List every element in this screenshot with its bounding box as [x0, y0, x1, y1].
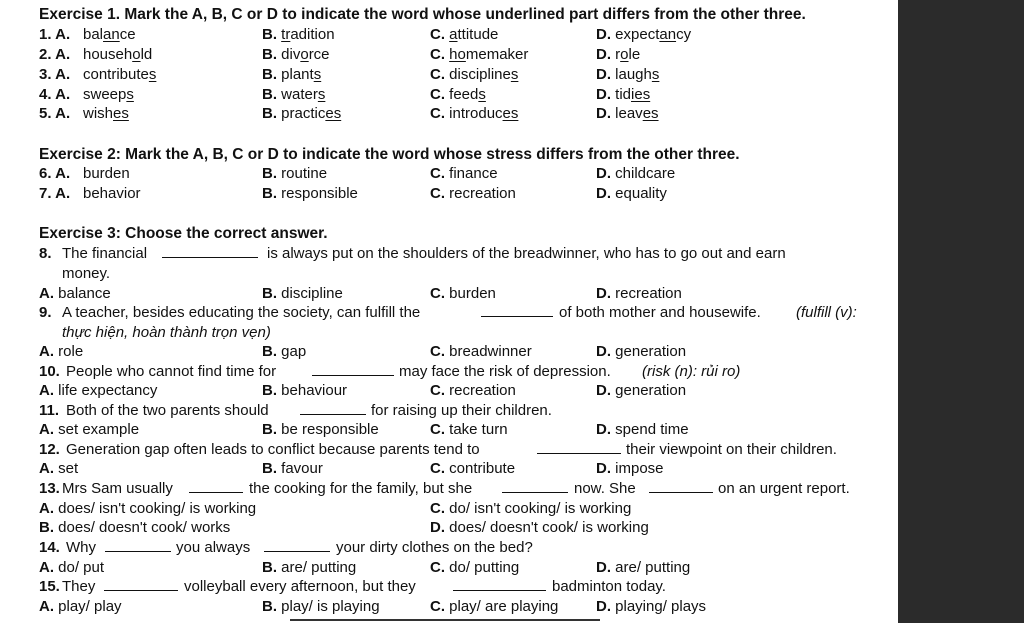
underlined-part: s — [510, 66, 519, 83]
question-15: 15. They volleyball every afternoon, but they badminton today. — [39, 578, 666, 595]
option-b[interactable]: B. practices — [262, 105, 342, 122]
dark-margin — [898, 0, 1024, 623]
option-d[interactable]: D. expectancy — [596, 26, 692, 43]
option-a[interactable]: behavior — [83, 185, 141, 202]
option-d[interactable]: D. are/ putting — [596, 559, 691, 576]
option-d[interactable]: D. role — [596, 46, 641, 63]
underlined-part: es — [113, 105, 129, 122]
underlined-part: an — [103, 26, 120, 43]
option-a[interactable]: A. does/ isn't cooking/ is working — [39, 500, 257, 517]
question-5 — [0, 104, 895, 124]
underlined-part: an — [659, 26, 677, 43]
option-a[interactable]: contributes — [83, 66, 157, 83]
option-d[interactable]: D. tidies — [596, 86, 651, 103]
question-14: 14. Why you always your dirty clothes on the bed? — [39, 539, 533, 556]
option-a[interactable]: burden — [83, 165, 130, 182]
question-3 — [0, 65, 895, 85]
option-a[interactable]: A. balance — [39, 285, 111, 302]
exercise-3-title: Exercise 3: Choose the correct answer. — [39, 225, 328, 242]
underlined-part: o — [620, 46, 629, 63]
option-d[interactable]: D. generation — [596, 382, 687, 399]
underlined-part: es — [502, 105, 519, 122]
question-9-continued: thực hiện, hoàn thành trọn vẹn) — [62, 324, 271, 341]
option-d[interactable]: D. leaves — [596, 105, 659, 122]
question-13-options-row-1 — [0, 499, 895, 519]
answer-blank[interactable] — [189, 479, 243, 493]
page-bottom-rule — [290, 619, 600, 621]
answer-blank[interactable] — [649, 479, 713, 493]
option-c[interactable]: C. burden — [430, 285, 496, 302]
exercise-1-title: Exercise 1. Mark the A, B, C or D to indicate the word whose underlined part differs from the other three. — [39, 6, 806, 23]
option-d[interactable]: D. laughs — [596, 66, 660, 83]
option-c[interactable]: C. breadwinner — [430, 343, 532, 360]
question-10: 10. People who cannot find time for may face the risk of depression. (risk (n): rủi ro) — [39, 363, 741, 380]
option-d[interactable]: D. equality — [596, 185, 667, 202]
underlined-part: es — [325, 105, 342, 122]
question-number: 1. A. — [39, 26, 71, 43]
question-13: 13. Mrs Sam usually the cooking for the family, but she now. She on an urgent report. — [39, 480, 850, 497]
answer-blank[interactable] — [105, 538, 171, 552]
underlined-part: ho — [449, 46, 466, 63]
underlined-part: es — [642, 105, 659, 122]
option-d[interactable]: D. does/ doesn't cook/ is working — [430, 519, 649, 536]
answer-blank[interactable] — [312, 362, 394, 376]
option-b[interactable]: B. be responsible — [262, 421, 379, 438]
option-d[interactable]: D. playing/ plays — [596, 598, 707, 615]
underlined-part: s — [126, 86, 134, 103]
option-c[interactable]: C. finance — [430, 165, 498, 182]
question-12: 12. Generation gap often leads to conflict because parents tend to their viewpoint on their children. — [39, 441, 837, 458]
question-15-options — [0, 597, 895, 617]
question-9-options — [0, 342, 895, 362]
underlined-part: s — [317, 86, 326, 103]
answer-blank[interactable] — [300, 401, 366, 415]
answer-blank[interactable] — [162, 244, 258, 258]
option-d[interactable]: D. generation — [596, 343, 687, 360]
option-a[interactable]: sweeps — [83, 86, 134, 103]
option-a[interactable]: wishes — [83, 105, 129, 122]
underlined-part: s — [148, 66, 157, 83]
option-a[interactable]: A. set example — [39, 421, 140, 438]
option-a[interactable]: A. do/ put — [39, 559, 105, 576]
option-c[interactable]: C. homemaker — [430, 46, 529, 63]
option-a[interactable]: A. life expectancy — [39, 382, 158, 399]
option-c[interactable]: C. take turn — [430, 421, 508, 438]
question-8-options — [0, 284, 895, 304]
question-12-options — [0, 459, 895, 479]
option-c[interactable]: C. disciplines — [430, 66, 519, 83]
underlined-part: s — [313, 66, 322, 83]
option-b[interactable]: B. favour — [262, 460, 323, 477]
option-b[interactable]: B. waters — [262, 86, 326, 103]
exercise-2-title: Exercise 2: Mark the A, B, C or D to indicate the word whose stress differs from the other three. — [39, 146, 740, 163]
answer-blank[interactable] — [537, 440, 621, 454]
question-number: 4. A. — [39, 86, 71, 103]
option-b[interactable]: B. plants — [262, 66, 322, 83]
option-b[interactable]: B. routine — [262, 165, 328, 182]
option-c[interactable]: C. do/ putting — [430, 559, 520, 576]
option-c[interactable]: C. do/ isn't cooking/ is working — [430, 500, 632, 517]
question-8-continued: money. — [62, 265, 111, 282]
question-10-options — [0, 381, 895, 401]
question-4 — [0, 85, 895, 105]
option-b[interactable]: B. play/ is playing — [262, 598, 380, 615]
option-a[interactable]: balance — [83, 26, 136, 43]
option-b[interactable]: B. behaviour — [262, 382, 348, 399]
question-number: 5. A. — [39, 105, 71, 122]
option-c[interactable]: C. contribute — [430, 460, 516, 477]
answer-blank[interactable] — [502, 479, 568, 493]
answer-blank[interactable] — [453, 577, 546, 591]
option-c[interactable]: C. feeds — [430, 86, 486, 103]
question-6 — [0, 164, 895, 184]
option-b[interactable]: B. tradition — [262, 26, 335, 43]
option-a[interactable]: A. set — [39, 460, 79, 477]
option-b[interactable]: B. are/ putting — [262, 559, 357, 576]
answer-blank[interactable] — [264, 538, 330, 552]
question-number: 3. A. — [39, 66, 71, 83]
answer-blank[interactable] — [481, 303, 553, 317]
question-13-options-row-2 — [0, 518, 895, 538]
question-number: 2. A. — [39, 46, 71, 63]
underlined-part: s — [478, 86, 486, 103]
underlined-part: o — [132, 46, 141, 63]
option-a[interactable]: A. role — [39, 343, 84, 360]
question-11-options — [0, 420, 895, 440]
answer-blank[interactable] — [104, 577, 178, 591]
option-b[interactable]: B. gap — [262, 343, 307, 360]
option-d[interactable]: D. childcare — [596, 165, 676, 182]
underlined-part: tr — [281, 26, 291, 43]
question-11: 11. Both of the two parents should for raising up their children. — [39, 402, 552, 419]
option-c[interactable]: C. recreation — [430, 185, 516, 202]
question-7 — [0, 184, 895, 204]
option-b[interactable]: B. responsible — [262, 185, 358, 202]
option-c[interactable]: C. play/ are playing — [430, 598, 559, 615]
option-a[interactable]: A. play/ play — [39, 598, 122, 615]
option-a[interactable]: household — [83, 46, 153, 63]
question-1 — [0, 25, 895, 45]
underlined-part: s — [651, 66, 660, 83]
question-number: 7. A. — [39, 185, 71, 202]
question-14-options — [0, 558, 895, 578]
underlined-part: o — [300, 46, 309, 63]
question-9: 9. A teacher, besides educating the society, can fulfill the of both mother and housewife. (fulfill (v): — [39, 304, 857, 321]
option-b[interactable]: B. does/ doesn't cook/ works — [39, 519, 231, 536]
option-c[interactable]: C. attitude — [430, 26, 499, 43]
option-d[interactable]: D. impose — [596, 460, 664, 477]
option-b[interactable]: B. discipline — [262, 285, 343, 302]
option-d[interactable]: D. spend time — [596, 421, 689, 438]
underlined-part: ies — [631, 86, 651, 103]
option-d[interactable]: D. recreation — [596, 285, 682, 302]
question-8: 8. The financial is always put on the shoulders of the breadwinner, who has to go out and earn — [39, 245, 786, 262]
option-c[interactable]: C. recreation — [430, 382, 516, 399]
option-c[interactable]: C. introduces — [430, 105, 519, 122]
option-b[interactable]: B. divorce — [262, 46, 330, 63]
underlined-part: a — [449, 26, 458, 43]
question-2 — [0, 45, 895, 65]
question-number: 6. A. — [39, 165, 71, 182]
